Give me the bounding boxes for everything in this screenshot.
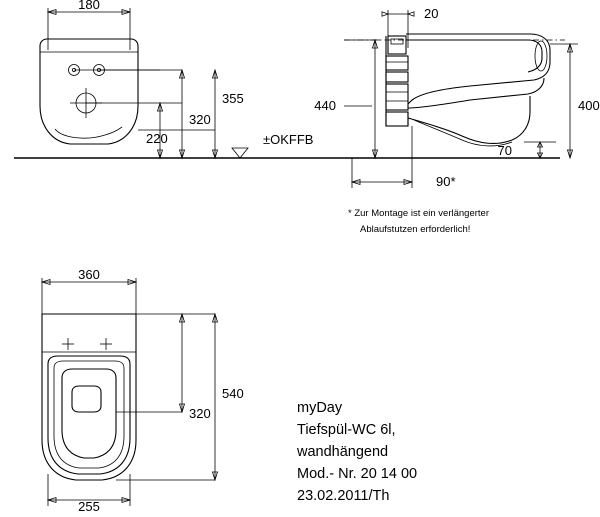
front-bowl-outline bbox=[40, 39, 138, 144]
dimension-label-320-plan: 320 bbox=[189, 406, 211, 421]
okffb-label: ±OKFFB bbox=[263, 132, 314, 147]
dimension-400 bbox=[550, 44, 600, 158]
front-elevation-view bbox=[14, 0, 560, 158]
dimension-label-180: 180 bbox=[78, 0, 100, 12]
side-bowl-section bbox=[406, 34, 550, 146]
top-plan-view bbox=[42, 267, 244, 514]
dimension-440 bbox=[314, 40, 380, 158]
dimension-label-540: 540 bbox=[222, 386, 244, 401]
dimension-label-320-front: 320 bbox=[189, 112, 211, 127]
plan-fixing-marks bbox=[62, 338, 112, 350]
dimension-180 bbox=[48, 0, 130, 50]
model-number: Mod.- Nr. 20 14 00 bbox=[297, 466, 418, 482]
title-block bbox=[296, 400, 417, 504]
dimension-220 bbox=[146, 103, 168, 158]
okffb-symbol bbox=[232, 148, 248, 158]
product-name: myDay bbox=[297, 400, 343, 416]
dimension-label-70: 70 bbox=[497, 143, 512, 158]
dimension-20 bbox=[382, 6, 438, 48]
dimension-320-front bbox=[180, 70, 211, 158]
dimension-label-20: 20 bbox=[424, 6, 439, 21]
top-plan-outline bbox=[42, 314, 136, 480]
mounting-type: wandhängend bbox=[297, 444, 389, 460]
side-wall-flange bbox=[386, 36, 408, 126]
dimension-label-360: 360 bbox=[78, 267, 100, 282]
dimension-label-440: 440 bbox=[314, 98, 336, 113]
product-type: Tiefspül-WC 6l, bbox=[297, 422, 396, 438]
footnote-line-1: * Zur Montage ist ein verlängerter bbox=[348, 208, 489, 219]
dimension-label-255: 255 bbox=[78, 499, 100, 514]
date-revision: 23.02.2011/Th bbox=[297, 488, 390, 504]
footnote-block bbox=[348, 208, 489, 235]
dimension-540 bbox=[213, 314, 244, 480]
dimension-70 bbox=[498, 142, 556, 158]
dimension-label-355: 355 bbox=[222, 91, 244, 106]
footnote-line-2: Ablaufstutzen erforderlich! bbox=[360, 224, 471, 235]
dimension-360 bbox=[42, 267, 136, 318]
dimension-320-plan bbox=[180, 314, 211, 421]
dimension-label-400: 400 bbox=[578, 98, 600, 113]
dimension-355 bbox=[213, 70, 244, 158]
dimension-label-90: 90* bbox=[436, 174, 456, 189]
dimension-label-220: 220 bbox=[146, 131, 168, 146]
side-section-view bbox=[314, 6, 599, 189]
